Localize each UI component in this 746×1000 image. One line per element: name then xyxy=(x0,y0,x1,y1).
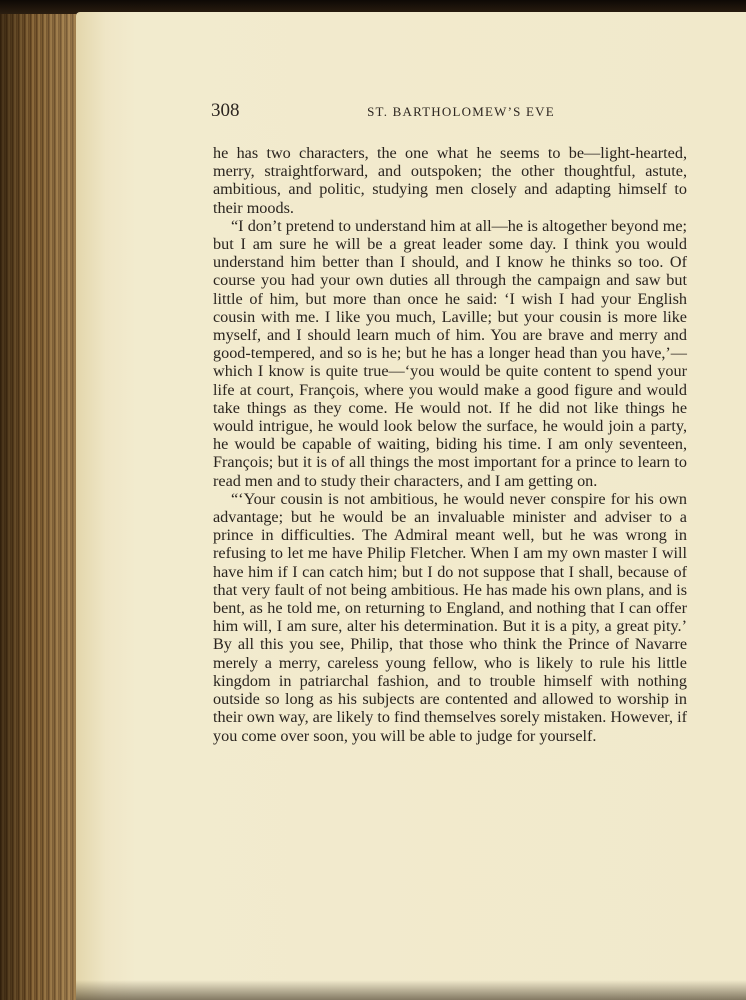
paragraph: “I don’t pretend to understand him at all—he is altogether beyond me; but I am sure he will be a great leader some day. I think you would understand him better than I should, and I know he thinks so too. Of course you had your own duties all through the campaign and saw but little of him, but more than once he said: ‘I wish I had your English cousin with me. I like you much, Laville; but your cousin is more like myself, and I should learn much of him. You are brave and merry and good-tempered, and so is he; but he has a longer head than you have,’—which I know is quite true—‘you would be quite content to spend your life at court, François, where you would make a good figure and would take things as they come. He would not. If he did not like things he would intrigue, he would look below the surface, he would join a party, he would be capable of waiting, biding his time. I am only seventeen, François; but it is of all things the most important for a prince to learn to read men and to study their characters, and I am getting on. xyxy=(213,216,687,490)
page-header xyxy=(211,100,687,130)
page-number: 308 xyxy=(211,100,240,121)
body-text xyxy=(213,144,687,745)
paragraph: he has two characters, the one what he seems to be—light-hearted, merry, straightforward, and outspoken; the other thoughtful, astute, ambitious, and politic, studying men closely and adapting himself to their moods. xyxy=(213,144,687,217)
running-head: ST. BARTHOLOMEW’S EVE xyxy=(367,104,555,119)
paragraph: “‘Your cousin is not ambitious, he would never conspire for his own advantage; but he would be an invaluable minister and adviser to a prince in difficulties. The Admiral meant well, but he was wrong in refusing to let me have Philip Fletcher. When I am my own master I will have him if I can catch him; but I do not suppose that I shall, because of that very fault of not being ambitious. He has made his own plans, and is bent, as he told me, on returning to England, and nothing that I can offer him will, I am sure, alter his determination. But it is a pity, a great pity.’ By all this you see, Philip, that those who think the Prince of Navarre merely a merry, careless young fellow, who is likely to rule his little kingdom in patriarchal fashion, and to trouble himself with nothing outside so long as his subjects are contented and allowed to worship in their own way, are likely to find themselves sorely mistaken. However, if you come over soon, you will be able to judge for yourself. xyxy=(213,489,687,745)
book-page-edges xyxy=(0,14,80,1000)
page-bottom-shadow xyxy=(76,980,746,1000)
